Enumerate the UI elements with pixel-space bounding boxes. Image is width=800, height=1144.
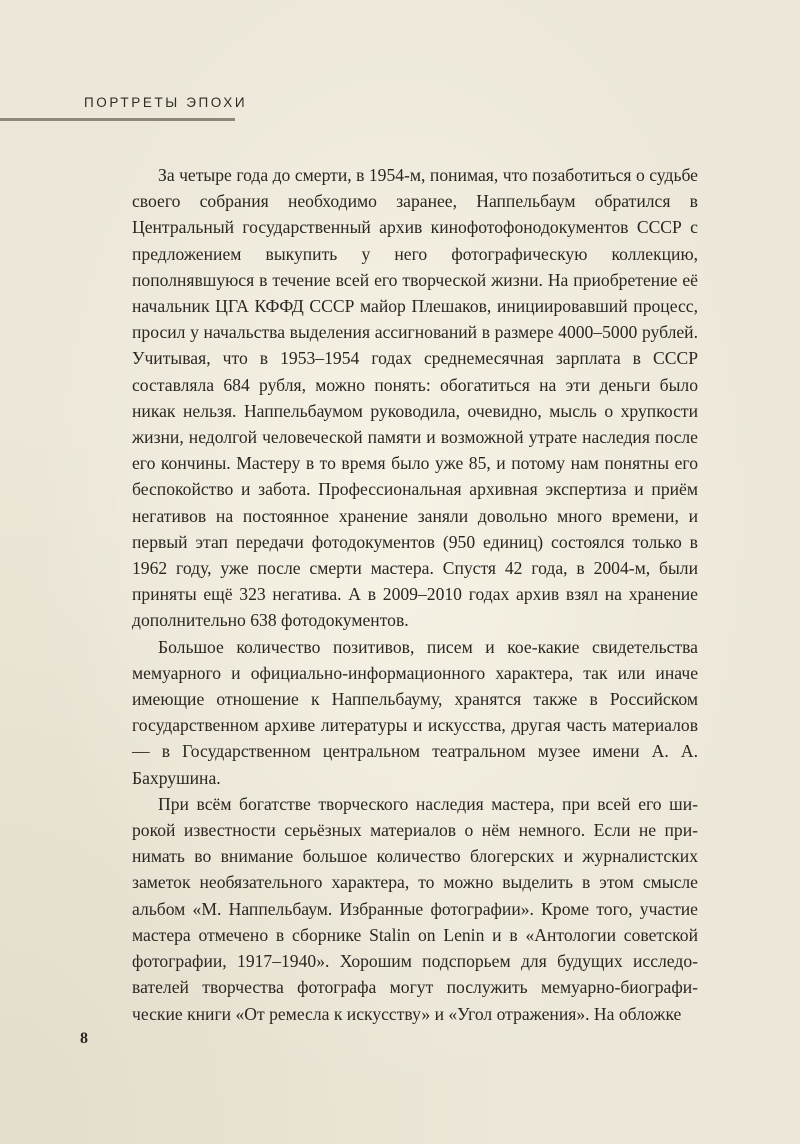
- header-rule: [0, 118, 235, 121]
- paragraph: За четыре года до смерти, в 1954-м, понимая, что позаботиться о судьбе своего собрания необходимо заранее, Наппельбаум обратился в Центральный государственный архив кинофотофонодокументов СССР с предложением выкупить у него фотографическую коллекцию, пополнявшуюся в течение всей его творческой жизни. На приобретение её начальник ЦГА КФФД СССР майор Плешаков, инициировавший процесс, просил у начальства выделения ассигнований в размере 4000–5000 рублей. Учитывая, что в 1953–1954 годах среднемесячная зарплата в СССР составляла 684 рубля, можно понять: обогатиться на эти деньги было никак нельзя. Наппельбаумом руководила, очевидно, мысль о хрупкости жизни, недолгой человеческой памяти и возможной утрате наследия после его кончины. Мастеру в то время было уже 85, и потому нам понятны его беспокойство и забота. Профессиональная архивная экспертиза и приём негативов на постоянное хранение заняли довольно много времени, и первый этап передачи фотодокументов (950 единиц) состоялся только в 1962 году, уже после смерти мастера. Спустя 42 года, в 2004-м, были приняты ещё 323 негатива. А в 2009–2010 годах архив взял на хранение дополнительно 638 фотодокументов.: [132, 165, 698, 631]
- page-number: 8: [80, 1030, 88, 1047]
- body-text: [132, 162, 698, 1027]
- paragraph: Большое количество позитивов, писем и кое-какие свидетельства мемуарного и официально-информационного характера, так или иначе имеющие отношение к Наппельбауму, хранятся также в Российском государственном архиве литературы и искусства, другая часть материалов — в Государственном центральном театральном музее имени А. А. Бахрушина.: [132, 636, 698, 788]
- running-head: ПОРТРЕТЫ ЭПОХИ: [84, 95, 248, 110]
- paragraph: При всём богатстве творческого наследия мастера, при всей его широкой известности серьёзных материалов о нём немного. Если не принимать во внимание большое количество блогерских и журналистских заметок необязательного характера, то можно выделить в этом смысле альбом «М. Наппельбаум. Избранные фотографии». Кроме того, участие мастера отмечено в сборнике Stalin on Lenin и в «Антологии советской фотографии, 1917–1940». Хорошим подспорьем для будущих исследователей творчества фотографа могут послужить мемуарно-биографические книги «От ремесла к искусству» и «Угол отражения». На обложке: [132, 793, 698, 1024]
